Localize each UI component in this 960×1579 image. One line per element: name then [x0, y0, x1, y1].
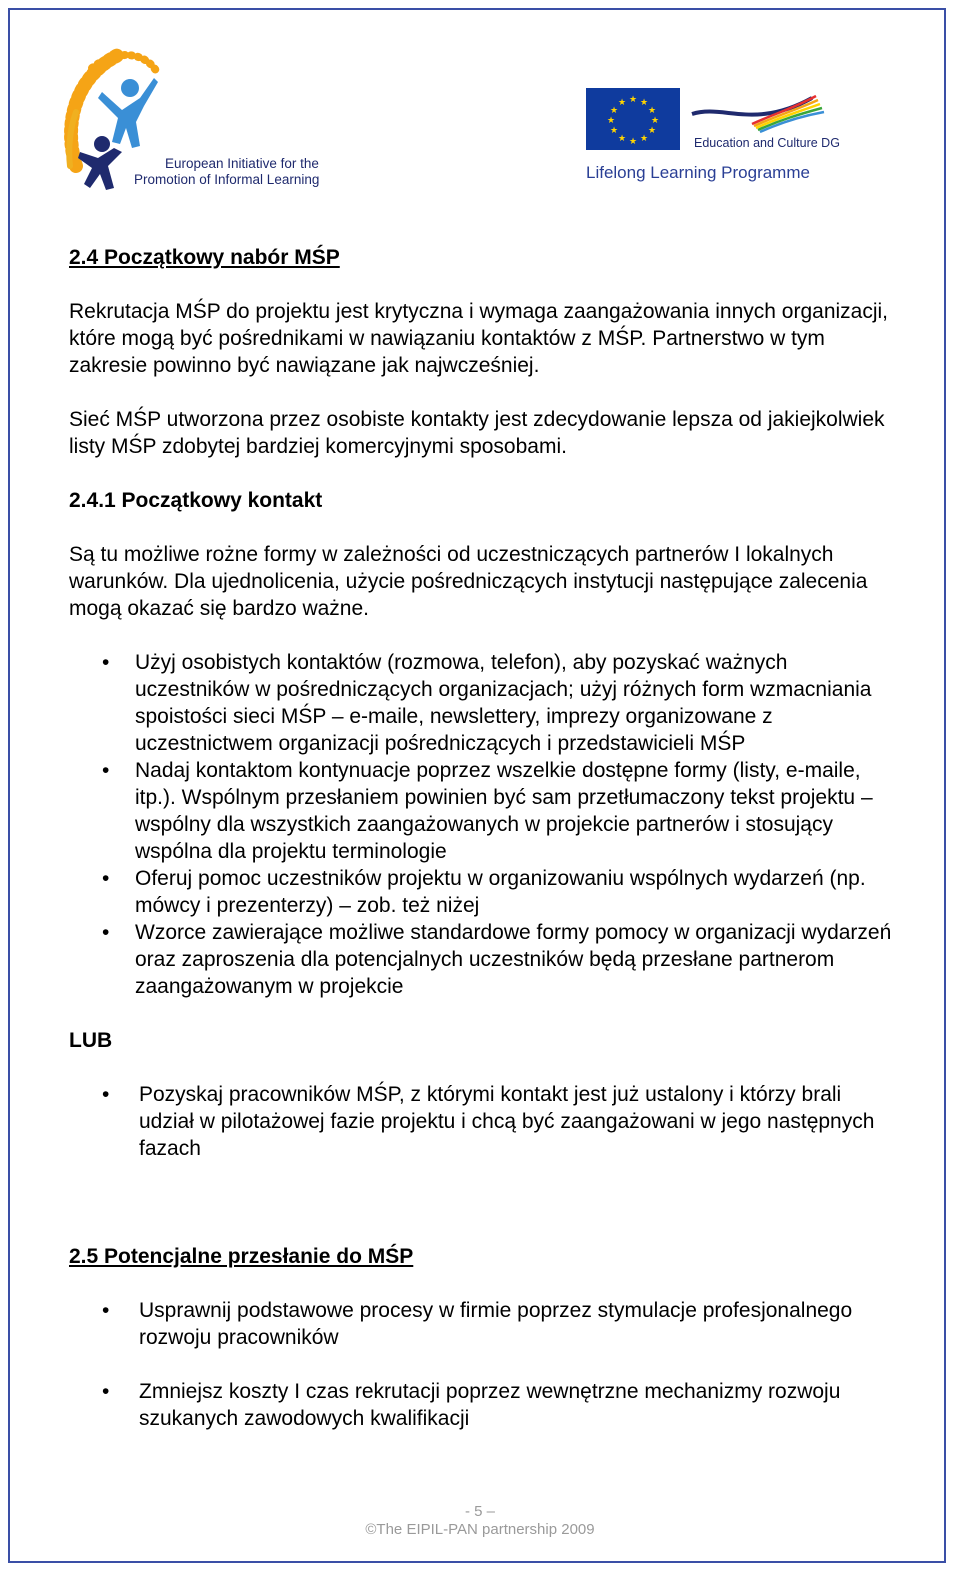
- svg-text:★: ★: [628, 137, 638, 147]
- svg-text:★: ★: [609, 126, 619, 136]
- llp-programme-text: Lifelong Learning Programme: [586, 163, 810, 182]
- section-2-4-para1: Rekrutacja MŚP do projektu jest krytyczna i wymaga zaangażowania innych organizacji, które mogą być pośrednikami w nawiązaniu kontaktów z MŚP. Partnerstwo w tym zakresie powinno być nawiązane jak najwcześniej.: [69, 300, 889, 377]
- message-list: [69, 1297, 899, 1432]
- alternative-list: [69, 1081, 899, 1162]
- eipil-logo-line1: European Initiative for the: [165, 156, 319, 171]
- eipil-logo-line2: Promotion of Informal Learning: [134, 172, 320, 187]
- llp-logo: [584, 84, 850, 188]
- list-item: • Nadaj kontaktom kontynuacje poprzez wszelkie dostępne formy (listy, e-maile, itp.). Wspólnym przesłaniem powinien być sam przetłumaczony tekst projektu – wspólny dla wszystkich zaangażowanych w projekcie partnerów i stosujący wspólna dla projektu terminologie: [69, 757, 899, 865]
- svg-text:★: ★: [606, 116, 616, 126]
- llp-dg-text: Education and Culture DG: [694, 136, 840, 150]
- list-item: • Oferuj pomoc uczestników projektu w organizowaniu wspólnych wydarzeń (np. mówcy i prezenterzy) – zob. też niżej: [69, 865, 899, 919]
- list-item: • Pozyskaj pracowników MŚP, z którymi kontakt jest już ustalony i którzy brali udział w pilotażowej fazie projektu i chcą być zaangażowani w jego następnych fazach: [69, 1081, 899, 1162]
- svg-text:★: ★: [609, 106, 619, 116]
- svg-text:★: ★: [617, 134, 627, 144]
- section-2-5-heading: 2.5 Potencjalne przesłanie do MŚP: [69, 1245, 414, 1268]
- section-2-4-heading: 2.4 Początkowy nabór MŚP: [69, 246, 340, 269]
- eipil-logo-text: [134, 156, 319, 188]
- svg-text:★: ★: [628, 95, 638, 105]
- svg-text:★: ★: [650, 116, 660, 126]
- list-item: • Wzorce zawierające możliwe standardowe formy pomocy w organizacji wydarzeń oraz zaproszenia dla potencjalnych uczestników będą przesłane partnerom zaangażowanym w projekcie: [69, 919, 899, 1000]
- svg-text:★: ★: [639, 134, 649, 144]
- list-item: • Użyj osobistych kontaktów (rozmowa, telefon), aby pozyskać ważnych uczestników w pośredniczących organizacjach; użyj różnych form wzmacniania spoistości sieci MŚP – e-maile, newslettery, imprezy organizowane z uczestnictwem organizacji pośredniczących i przedstawicieli MŚP: [69, 649, 899, 757]
- recommendations-list: [69, 649, 899, 1000]
- section-2-4-para2: Sieć MŚP utworzona przez osobiste kontakty jest zdecydowanie lepsza od jakiejkolwiek listy MŚP zdobytej bardziej komercyjnymi sposobami.: [69, 408, 885, 458]
- page-number: - 5 –: [464, 1503, 495, 1520]
- svg-text:★: ★: [647, 126, 657, 136]
- list-item: • Usprawnij podstawowe procesy w firmie poprzez stymulacje profesjonalnego rozwoju pracowników: [69, 1297, 899, 1351]
- svg-text:★: ★: [639, 98, 649, 108]
- list-item: • Zmniejsz koszty I czas rekrutacji poprzez wewnętrzne mechanizmy rozwoju szukanych zawodowych kwalifikacji: [69, 1378, 899, 1432]
- or-label: LUB: [69, 1029, 113, 1052]
- document-body: [69, 244, 899, 1432]
- section-2-4-1-para: Są tu możliwe rożne formy w zależności od uczestniczących partnerów I lokalnych warunków. Dla ujednolicenia, użycie pośredniczących instytucji następujące zalecenia mogą okazać się bardzo ważne.: [69, 543, 868, 620]
- svg-text:★: ★: [647, 106, 657, 116]
- section-2-4-1-heading: 2.4.1 Początkowy kontakt: [69, 489, 323, 512]
- svg-text:★: ★: [617, 98, 627, 108]
- eipil-logo: [62, 48, 332, 198]
- copyright: ©The EIPIL-PAN partnership 2009: [365, 1521, 595, 1538]
